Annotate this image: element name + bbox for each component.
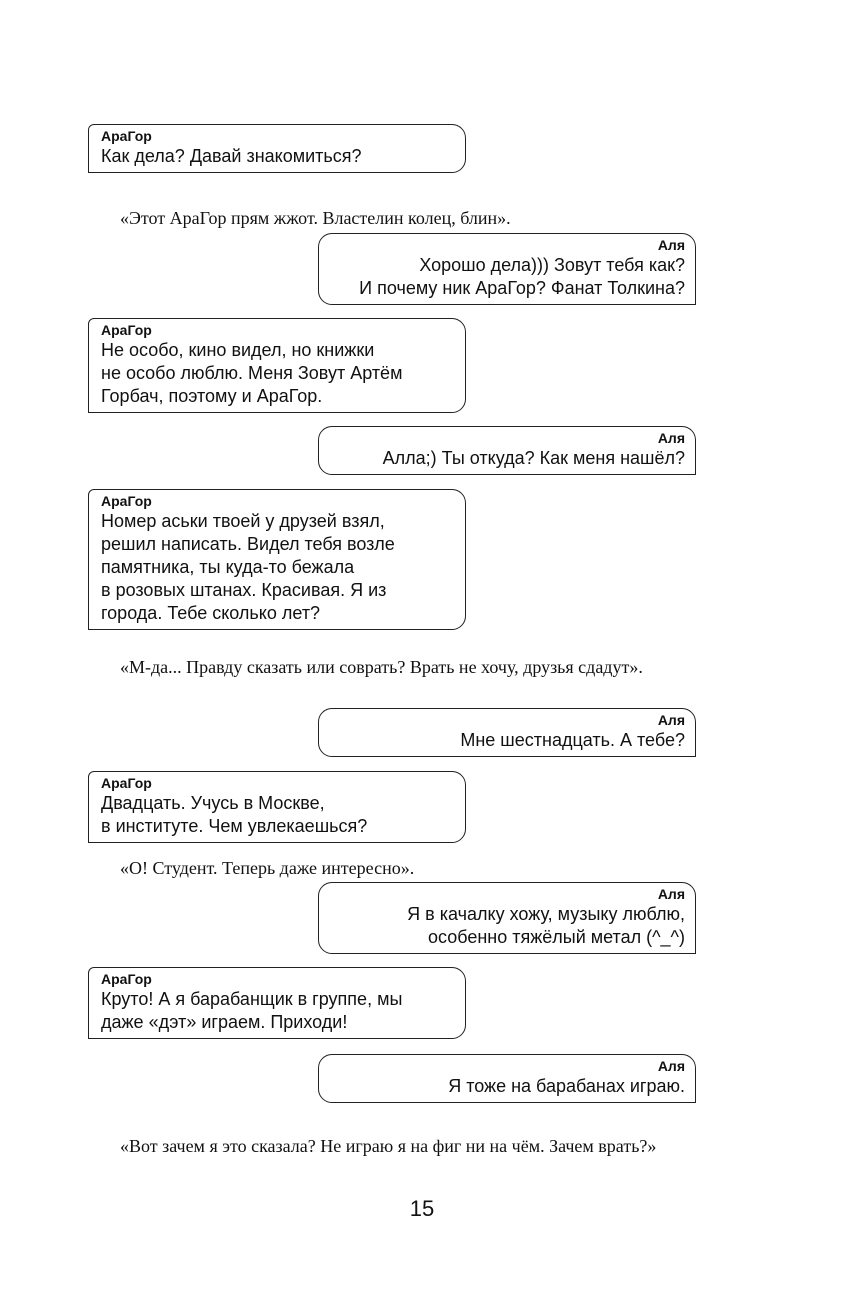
sender-name: АраГор [101, 322, 152, 338]
chat-bubble-aragor [88, 489, 466, 630]
narration-paragraph: «Этот АраГор прям жжот. Властелин колец, блин». [120, 208, 511, 228]
chat-bubble-aragor [88, 771, 466, 843]
narration-paragraph: «О! Студент. Теперь даже интересно». [120, 858, 415, 878]
chat-bubble-aragor [88, 124, 466, 173]
page-number: 15 [409, 1196, 435, 1221]
message-line: Мне шестнадцать. А тебе? [460, 730, 685, 750]
chat-bubble-aragor [88, 318, 466, 413]
message-line: особенно тяжёлый метал (^_^) [427, 927, 685, 947]
message-line: Я в качалку хожу, музыку люблю, [407, 904, 685, 924]
message-line: Круто! А я барабанщик в группе, мы [101, 989, 403, 1009]
message-line: в институте. Чем увлекаешься? [101, 816, 368, 836]
sender-name: Аля [657, 237, 685, 253]
message-line: Горбач, поэтому и АраГор. [101, 386, 323, 406]
sender-name: АраГор [101, 493, 152, 509]
sender-name: Аля [657, 712, 685, 728]
message-line: Хорошо дела))) Зовут тебя как? [419, 255, 685, 275]
message-line: Номер аськи твоей у друзей взял, [101, 511, 385, 531]
message-line: решил написать. Видел тебя возле [101, 534, 395, 554]
message-line: И почему ник АраГор? Фанат Толкина? [359, 278, 685, 298]
message-line: не особо люблю. Меня Зовут Артём [101, 363, 403, 383]
message-line: Двадцать. Учусь в Москве, [101, 793, 325, 813]
chat-bubble-alya [318, 1054, 696, 1103]
sender-name: Аля [657, 886, 685, 902]
narration-paragraph: «М-да... Правду сказать или соврать? Врать не хочу, друзья сдадут». [120, 657, 643, 677]
message-line: города. Тебе сколько лет? [101, 603, 321, 623]
sender-name: АраГор [101, 128, 152, 144]
sender-name: Аля [657, 430, 685, 446]
message-line: Я тоже на барабанах играю. [448, 1076, 685, 1096]
message-line: памятника, ты куда-то бежала [101, 557, 355, 577]
message-line: Как дела? Давай знакомиться? [101, 146, 362, 166]
sender-name: АраГор [101, 971, 152, 987]
message-line: Не особо, кино видел, но книжки [101, 340, 375, 360]
message-line: Алла;) Ты откуда? Как меня нашёл? [382, 448, 685, 468]
sender-name: Аля [657, 1058, 685, 1074]
narration-paragraph: «Вот зачем я это сказала? Не играю я на фиг ни на чём. Зачем врать?» [120, 1136, 657, 1156]
message-line: даже «дэт» играем. Приходи! [101, 1012, 348, 1032]
chat-bubble-alya [318, 233, 696, 305]
chat-bubble-aragor [88, 967, 466, 1039]
chat-bubble-alya [318, 882, 696, 954]
chat-bubble-alya [318, 708, 696, 757]
sender-name: АраГор [101, 775, 152, 791]
chat-bubble-alya [318, 426, 696, 475]
message-line: в розовых штанах. Красивая. Я из [101, 580, 387, 600]
